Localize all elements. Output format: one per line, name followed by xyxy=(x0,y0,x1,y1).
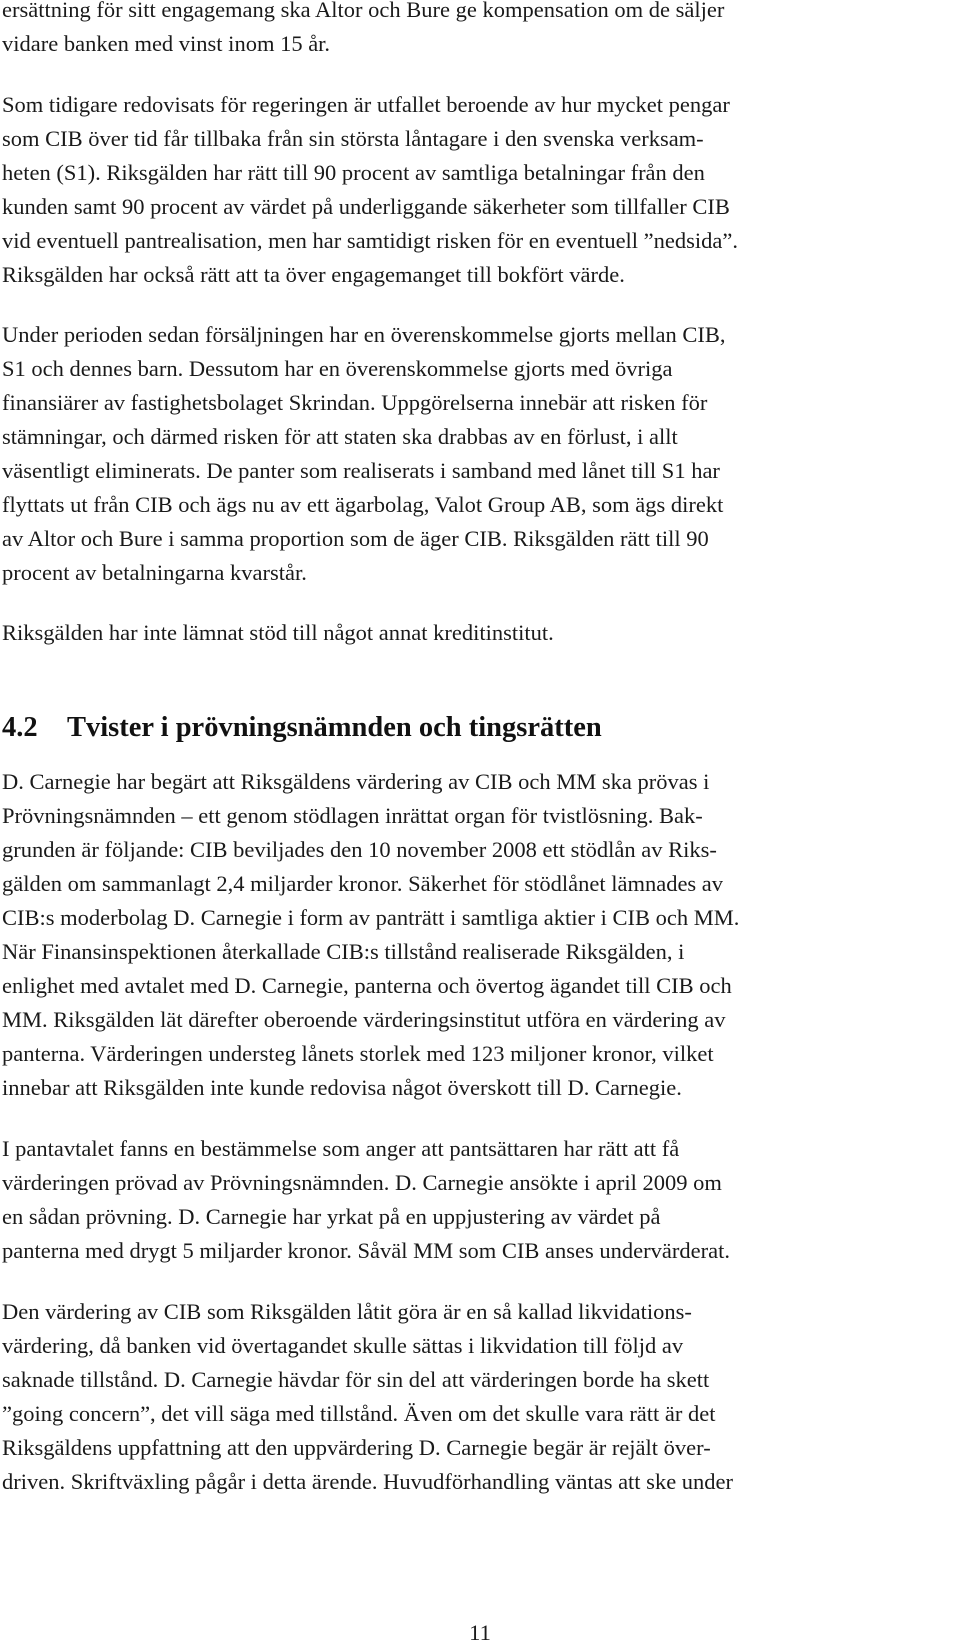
section-title: Tvister i prövningsnämnden och tingsrätten xyxy=(67,712,602,743)
section-heading xyxy=(2,712,602,744)
text-line: värdering, då banken vid övertagandet skulle sättas i likvidation till följd av xyxy=(2,1333,684,1358)
text-line: kunden samt 90 procent av värdet på underliggande säkerheter som tillfaller CIB xyxy=(2,194,730,219)
text-line: Riksgälden har också rätt att ta över engagemanget till bokfört värde. xyxy=(2,262,625,287)
text-line: procent av betalningarna kvarstår. xyxy=(2,560,307,585)
text-line: ersättning för sitt engagemang ska Altor och Bure ge kompensation om de säljer xyxy=(2,0,725,22)
text-line: finansiärer av fastighetsbolaget Skrindan. Uppgörelserna innebär att risken för xyxy=(2,390,708,415)
text-line: innebar att Riksgälden inte kunde redovisa något överskott till D. Carnegie. xyxy=(2,1075,682,1100)
text-line: flyttats ut från CIB och ägs nu av ett ägarbolag, Valot Group AB, som ägs direkt xyxy=(2,492,724,517)
text-line: Som tidigare redovisats för regeringen är utfallet beroende av hur mycket pengar xyxy=(2,92,730,117)
text-line: panterna med drygt 5 miljarder kronor. Såväl MM som CIB anses undervärderat. xyxy=(2,1238,730,1263)
text-line: I pantavtalet fanns en bestämmelse som anger att pantsättaren har rätt att få xyxy=(2,1136,680,1161)
text-line: CIB:s moderbolag D. Carnegie i form av panträtt i samtliga aktier i CIB och MM. xyxy=(2,905,740,930)
text-line: Den värdering av CIB som Riksgälden låtit göra är en så kallad likvidations- xyxy=(2,1299,692,1324)
text-line: D. Carnegie har begärt att Riksgäldens värdering av CIB och MM ska prövas i xyxy=(2,769,710,794)
text-line: MM. Riksgälden lät därefter oberoende värderingsinstitut utföra en värdering av xyxy=(2,1007,726,1032)
text-line: enlighet med avtalet med D. Carnegie, panterna och övertog ägandet till CIB och xyxy=(2,973,732,998)
text-line: väsentligt eliminerats. De panter som realiserats i samband med lånet till S1 har xyxy=(2,458,720,483)
text-line: När Finansinspektionen återkallade CIB:s tillstånd realiserade Riksgälden, i xyxy=(2,939,685,964)
text-line: som CIB över tid får tillbaka från sin största låntagare i den svenska verksam- xyxy=(2,126,704,151)
text-line: gälden om sammanlagt 2,4 miljarder kronor. Säkerhet för stödlånet lämnades av xyxy=(2,871,724,896)
text-line: panterna. Värderingen understeg lånets storlek med 123 miljoner kronor, vilket xyxy=(2,1041,714,1066)
text-line: Prövningsnämnden – ett genom stödlagen inrättat organ för tvistlösning. Bak- xyxy=(2,803,703,828)
text-line: Riksgäldens uppfattning att den uppvärdering D. Carnegie begär är rejält över- xyxy=(2,1435,711,1460)
section-number: 4.2 xyxy=(2,712,38,743)
text-line: värderingen prövad av Prövningsnämnden. D. Carnegie ansökte i april 2009 om xyxy=(2,1170,722,1195)
text-line: driven. Skriftväxling pågår i detta ärende. Huvudförhandling väntas att ske under xyxy=(2,1469,734,1494)
text-line: grunden är följande: CIB beviljades den 10 november 2008 ett stödlån av Riks- xyxy=(2,837,717,862)
text-line: av Altor och Bure i samma proportion som de äger CIB. Riksgälden rätt till 90 xyxy=(2,526,709,551)
text-line: heten (S1). Riksgälden har rätt till 90 procent av samtliga betalningar från den xyxy=(2,160,705,185)
text-line: ”going concern”, det vill säga med tillstånd. Även om det skulle vara rätt är det xyxy=(2,1401,716,1426)
text-line: vid eventuell pantrealisation, men har samtidigt risken för en eventuell ”nedsida”. xyxy=(2,228,739,253)
text-line: Under perioden sedan försäljningen har en överenskommelse gjorts mellan CIB, xyxy=(2,322,726,347)
text-line: stämningar, och därmed risken för att staten ska drabbas av en förlust, i allt xyxy=(2,424,678,449)
text-line: Riksgälden har inte lämnat stöd till något annat kreditinstitut. xyxy=(2,620,554,645)
text-line: en sådan prövning. D. Carnegie har yrkat på en uppjustering av värdet på xyxy=(2,1204,661,1229)
text-line: saknade tillstånd. D. Carnegie hävdar för sin del att värderingen borde ha skett xyxy=(2,1367,710,1392)
text-line: vidare banken med vinst inom 15 år. xyxy=(2,31,331,56)
page-number: 11 xyxy=(469,1620,491,1645)
text-line: S1 och dennes barn. Dessutom har en överenskommelse gjorts med övriga xyxy=(2,356,673,381)
